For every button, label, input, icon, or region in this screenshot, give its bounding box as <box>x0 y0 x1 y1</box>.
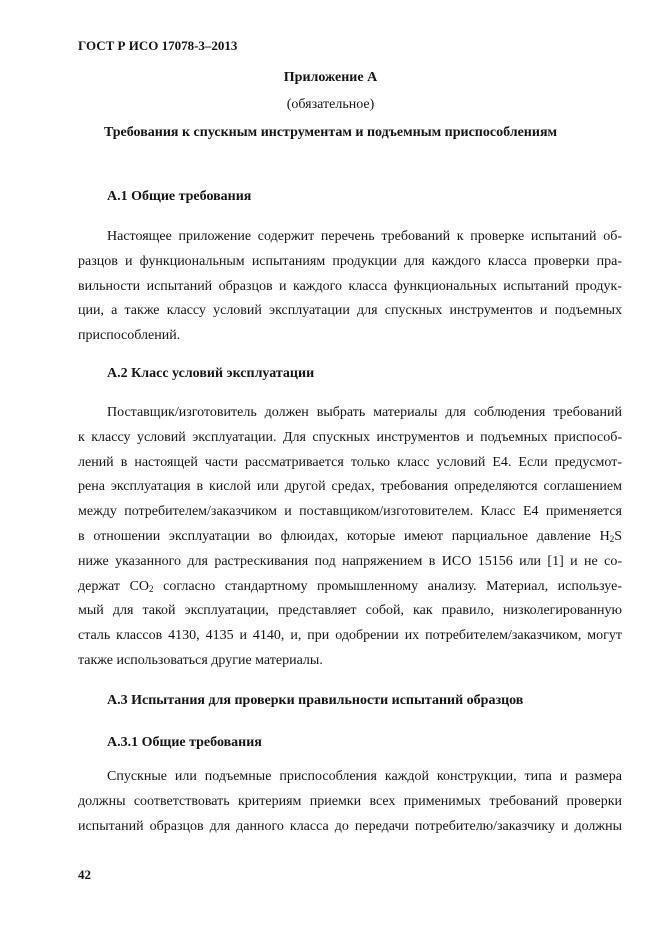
section-a2-heading: А.2 Класс условий эксплуатации <box>107 366 315 381</box>
paragraph-line-h2s <box>78 525 622 550</box>
paragraph-line: должны соответствовать критериям приемки всех применимых требований проверки <box>78 793 622 809</box>
paragraph-line: ции, а также классу условий эксплуатации для спускных инструментов и подъемных <box>78 303 622 319</box>
paragraph-line: Настоящее приложение содержит перечень требований к проверке испытаний об- <box>107 229 622 244</box>
h2s-subscript: 2 <box>609 533 615 544</box>
paragraph-line: ниже указанного для растрескивания под напряжением в ИСО 15156 или [1] и не со- <box>78 553 622 569</box>
document-code-header: ГОСТ Р ИСО 17078-3–2013 <box>78 38 238 53</box>
paragraph-line: к классу условий эксплуатации. Для спускных инструментов и подъемных приспособ- <box>78 429 622 445</box>
co2-subscript: 2 <box>149 583 154 594</box>
section-a2-paragraph <box>78 401 622 674</box>
section-a31-heading: А.3.1 Общие требования <box>107 735 262 750</box>
annex-heading: Требования к спускным инструментам и подъемным приспособлениям <box>103 125 558 140</box>
co2-suffix: согласно стандартному промышленному анализу. Материал, используе- <box>153 578 622 594</box>
paragraph-line-co2 <box>78 575 622 600</box>
annex-title: Приложение А <box>283 70 378 85</box>
paragraph-line: разцов и функциональным испытаниям продукции для каждого класса проверки пра- <box>78 253 622 269</box>
paragraph-line: также использоваться другие материалы. <box>78 652 323 668</box>
paragraph-line: приспособлений. <box>78 328 181 344</box>
page-number: 42 <box>78 867 91 882</box>
section-a1-paragraph <box>78 225 622 349</box>
paragraph-line: вильности испытаний образцов и каждого класса функциональных испытаний продук- <box>78 278 622 294</box>
paragraph-line: Поставщик/изготовитель должен выбрать материалы для соблюдения требований <box>107 405 622 420</box>
paragraph-line: Спускные или подъемные приспособления каждой конструкции, типа и размера <box>107 769 622 784</box>
paragraph-line: сталь классов 4130, 4135 и 4140, и, при одобрении их потребителем/заказчиком, могут <box>78 628 622 644</box>
paragraph-line: лений в настоящей части рассматривается только класс условий Е4. Если предусмот- <box>78 454 622 470</box>
h2s-text: в отношении эксплуатации во флюидах, которые имеют парциальное давление H <box>78 528 610 544</box>
co2-text: держат CO <box>78 578 150 594</box>
paragraph-line: между потребителем/заказчиком и поставщиком/изготовителем. Класс Е4 применяется <box>78 504 622 520</box>
section-a31-paragraph <box>78 765 622 839</box>
h2s-suffix: S <box>614 528 622 544</box>
section-a3-heading: А.3 Испытания для проверки правильности испытаний образцов <box>107 693 524 708</box>
annex-status: (обязательное) <box>286 97 375 112</box>
section-a1-heading: А.1 Общие требования <box>107 189 252 204</box>
paragraph-line: испытаний образцов для данного класса до передачи потребителю/заказчику и должны <box>78 818 622 834</box>
paragraph-line: рена эксплуатация в кислой или другой средах, требования определяются соглашением <box>78 479 622 495</box>
paragraph-line: мый для такой эксплуатации, представляет собой, как правило, низколегированную <box>78 603 622 619</box>
